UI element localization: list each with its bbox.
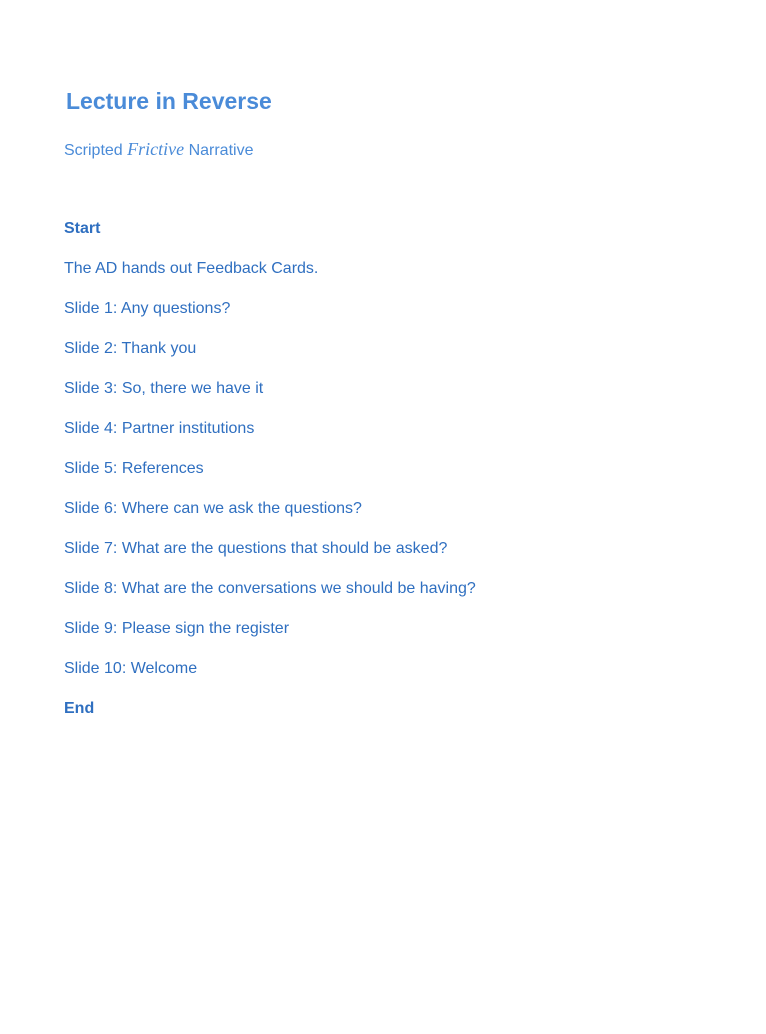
slide-item: Slide 2: Thank you — [64, 340, 197, 357]
start-marker: Start — [64, 220, 101, 237]
subtitle-emphasis: Frictive — [127, 139, 185, 159]
document-subtitle — [64, 138, 253, 162]
intro-line: The AD hands out Feedback Cards. — [64, 260, 319, 277]
slide-item: Slide 8: What are the conversations we should be having? — [64, 580, 476, 597]
narrative-list — [64, 218, 476, 738]
slide-item: Slide 5: References — [64, 460, 204, 477]
subtitle-suffix: Narrative — [184, 142, 254, 159]
slide-item: Slide 3: So, there we have it — [64, 380, 264, 397]
end-marker: End — [64, 700, 95, 717]
slide-item: Slide 10: Welcome — [64, 660, 198, 677]
slide-item: Slide 1: Any questions? — [64, 300, 231, 317]
slide-item: Slide 7: What are the questions that should be asked? — [64, 540, 448, 557]
slide-item: Slide 9: Please sign the register — [64, 620, 290, 637]
subtitle-prefix: Scripted — [64, 142, 128, 159]
slide-item: Slide 6: Where can we ask the questions? — [64, 500, 362, 517]
slide-item: Slide 4: Partner institutions — [64, 420, 255, 437]
document-title: Lecture in Reverse — [66, 88, 272, 114]
